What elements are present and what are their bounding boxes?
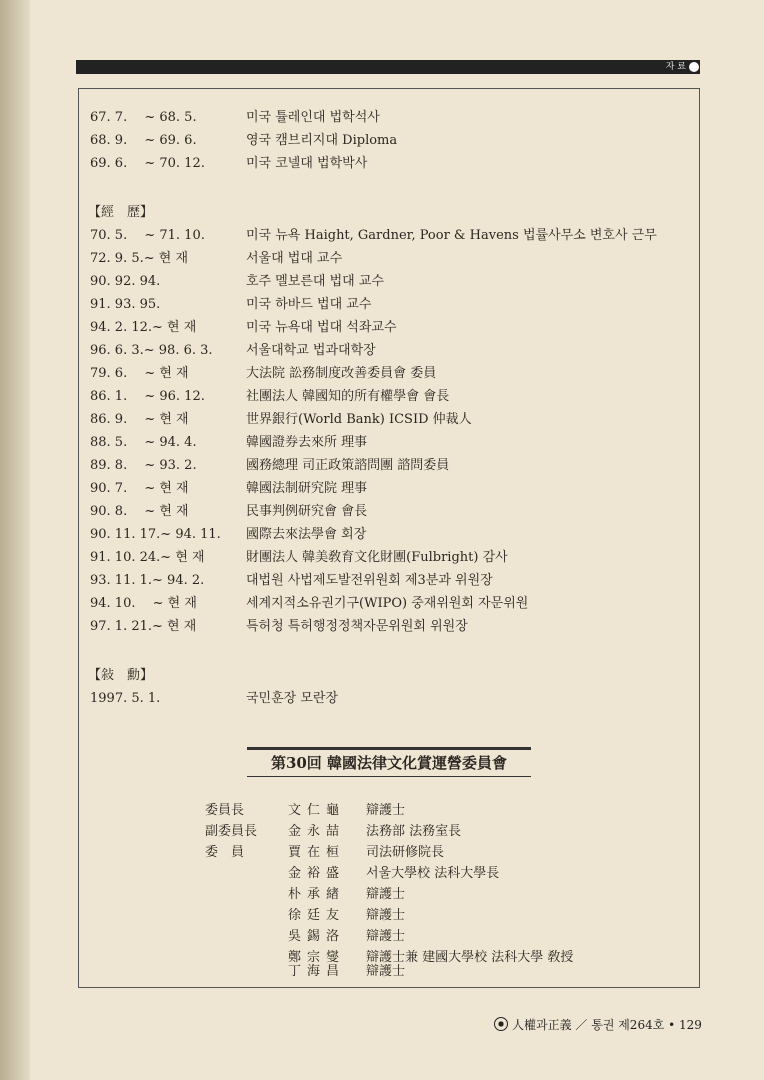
career-date: 89. 8. ~ 93. 2. — [90, 458, 197, 473]
career-date: 96. 6. 3.~ 98. 6. 3. — [90, 343, 213, 358]
education-date: 69. 6. ~ 70. 12. — [90, 156, 205, 171]
committee-affiliation: 서울大學校 法科大學長 — [366, 866, 500, 881]
career-date: 79. 6. ~ 현 재 — [90, 366, 189, 381]
career-desc: 서울대 법대 교수 — [246, 251, 343, 266]
section-label: 자 료 — [665, 62, 686, 72]
career-desc: 특허청 특허행정정책자문위원회 위원장 — [246, 619, 468, 634]
career-date: 90. 11. 17.~ 94. 11. — [90, 527, 221, 542]
education-desc: 미국 튤레인대 법학석사 — [246, 110, 380, 125]
honors-desc: 국민훈장 모란장 — [246, 691, 339, 706]
committee-affiliation: 法務部 法務室長 — [366, 824, 462, 839]
career-date: 93. 11. 1.~ 94. 2. — [90, 573, 205, 588]
career-desc: 世界銀行(World Bank) ICSID 仲裁人 — [246, 412, 472, 427]
career-date: 88. 5. ~ 94. 4. — [90, 435, 197, 450]
education-date: 67. 7. ~ 68. 5. — [90, 110, 197, 125]
committee-role: 委員長 — [205, 803, 245, 818]
content-frame — [78, 88, 700, 988]
committee-name: 丁海昌 — [288, 964, 346, 979]
career-date: 91. 93. 95. — [90, 297, 161, 312]
emblem-icon — [494, 1017, 508, 1031]
page-edge-shadow — [0, 0, 30, 1080]
education-desc: 영국 캠브리지대 Diploma — [246, 133, 398, 148]
committee-name: 金裕盛 — [288, 866, 346, 881]
committee-role: 委 員 — [205, 845, 245, 860]
committee-affiliation: 辯護士 — [366, 887, 406, 902]
committee-name: 朴承緖 — [288, 887, 346, 902]
education-desc: 미국 코넬대 법학박사 — [246, 156, 368, 171]
career-desc: 國務總理 司正政策諮問團 諮問委員 — [246, 458, 450, 473]
committee-name: 金永喆 — [288, 824, 346, 839]
career-date: 94. 2. 12.~ 현 재 — [90, 320, 197, 335]
honors-date: 1997. 5. 1. — [90, 691, 161, 706]
education-date: 68. 9. ~ 69. 6. — [90, 133, 197, 148]
committee-name: 吳錫洛 — [288, 929, 346, 944]
career-date: 97. 1. 21.~ 현 재 — [90, 619, 197, 634]
career-desc: 서울대학교 법과대학장 — [246, 343, 376, 358]
honors-heading: 【敍 勳】 — [88, 668, 154, 683]
career-desc: 韓國證券去來所 理事 — [246, 435, 368, 450]
page-footer — [494, 1017, 702, 1033]
career-desc: 미국 하바드 법대 교수 — [246, 297, 372, 312]
committee-affiliation: 司法研修院長 — [366, 845, 445, 860]
career-date: 90. 7. ~ 현 재 — [90, 481, 189, 496]
career-date: 72. 9. 5.~ 현 재 — [90, 251, 189, 266]
half-circle-icon — [689, 62, 699, 72]
career-desc: 國際去來法學會 회장 — [246, 527, 367, 542]
career-date: 86. 1. ~ 96. 12. — [90, 389, 205, 404]
committee-affiliation: 辯護士 — [366, 929, 406, 944]
career-desc: 미국 뉴욕대 법대 석좌교수 — [246, 320, 397, 335]
footer-text: 人權과正義 ／ 통권 제264호 • 129 — [512, 1018, 702, 1032]
career-desc: 社團法人 韓國知的所有權學會 會長 — [246, 389, 450, 404]
career-desc: 대법원 사법제도발전위원회 제3분과 위원장 — [246, 573, 493, 588]
career-date: 94. 10. ~ 현 재 — [90, 596, 197, 611]
career-desc: 民事判例研究會 會長 — [246, 504, 368, 519]
career-desc: 세계지적소유권기구(WIPO) 중재위원회 자문위원 — [246, 596, 529, 611]
career-desc: 호주 멜보른대 법대 교수 — [246, 274, 384, 289]
committee-name: 賈在桓 — [288, 845, 346, 860]
career-desc: 財團法人 韓美敎育文化財團(Fulbright) 감사 — [246, 550, 508, 565]
career-date: 90. 8. ~ 현 재 — [90, 504, 189, 519]
career-date: 86. 9. ~ 현 재 — [90, 412, 189, 427]
career-heading: 【經 歷】 — [88, 205, 154, 220]
career-date: 90. 92. 94. — [90, 274, 161, 289]
committee-name: 徐廷友 — [288, 908, 346, 923]
section-header-bar — [76, 60, 700, 74]
committee-affiliation: 辯護士 — [366, 964, 406, 979]
committee-affiliation: 辯護士 — [366, 803, 406, 818]
career-desc: 韓國法制研究院 理事 — [246, 481, 368, 496]
committee-name: 鄭宗燮 — [288, 950, 346, 965]
committee-title: 第30回 韓國法律文化賞運營委員會 — [247, 747, 531, 777]
career-desc: 미국 뉴욕 Haight, Gardner, Poor & Havens 법률사무소 변호사 근무 — [246, 228, 657, 243]
career-date: 70. 5. ~ 71. 10. — [90, 228, 205, 243]
committee-affiliation: 辯護士 — [366, 908, 406, 923]
committee-affiliation: 辯護士兼 建國大學校 法科大學 敎授 — [366, 950, 574, 965]
career-desc: 大法院 訟務制度改善委員會 委員 — [246, 366, 437, 381]
career-date: 91. 10. 24.~ 현 재 — [90, 550, 205, 565]
committee-name: 文仁龜 — [288, 803, 346, 818]
committee-role: 副委員長 — [205, 824, 258, 839]
